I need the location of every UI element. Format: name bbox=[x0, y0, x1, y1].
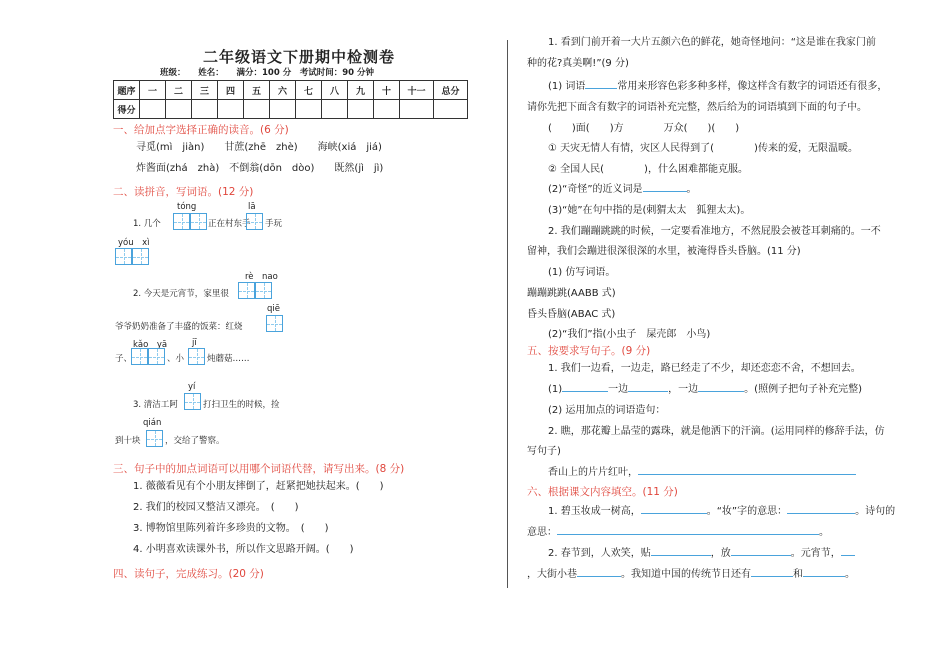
page-title: 二年级语文下册期中检测卷 bbox=[203, 48, 396, 66]
score-input[interactable] bbox=[218, 100, 244, 119]
r-line: ( )面( )方 万众( )( ) bbox=[548, 123, 740, 134]
r-line: 昏头昏脑(ABAC 式) bbox=[527, 309, 616, 320]
r25-c: 和 bbox=[793, 569, 803, 580]
char-box-group[interactable] bbox=[184, 393, 201, 410]
s2-q1-text: 1. 几个 bbox=[133, 219, 161, 229]
char-box-group[interactable] bbox=[266, 315, 283, 332]
r-line: 2. 瞧，那花瓣上晶莹的露珠，就是他洒下的汗滴。(运用同样的修辞手法，仿 bbox=[548, 426, 885, 437]
r24-c: 。元宵节， bbox=[790, 548, 841, 559]
r8-suffix: 。 bbox=[686, 184, 697, 195]
score-input[interactable] bbox=[140, 100, 166, 119]
char-box-group[interactable] bbox=[238, 282, 272, 299]
char-box[interactable] bbox=[188, 348, 205, 365]
r-line: (3)“她”在句中指的是(刺猬太太 狐狸太太)。 bbox=[548, 205, 751, 216]
char-box[interactable] bbox=[146, 430, 163, 447]
r23-prefix: 意思： bbox=[527, 527, 557, 538]
score-cell: 九 bbox=[348, 81, 374, 100]
score-label: 得分 bbox=[114, 100, 140, 119]
section-5-heading: 五、按要求写句子。(9 分) bbox=[527, 345, 651, 357]
section-6-heading: 六、根据课文内容填空。(11 分) bbox=[527, 486, 678, 498]
answer-blank[interactable] bbox=[641, 513, 707, 514]
r22-a: 1. 碧玉妆成一树高， bbox=[548, 506, 641, 517]
answer-blank[interactable] bbox=[643, 191, 687, 192]
pinyin: tóng bbox=[177, 202, 197, 212]
r-line bbox=[548, 183, 697, 197]
r-line bbox=[527, 526, 829, 540]
s3-q4: 4. 小明喜欢读课外书，所以作文思路开阔。( ) bbox=[133, 544, 354, 555]
s3-q2: 2. 我们的校园又整洁又漂亮。 ( ) bbox=[133, 502, 299, 513]
s2-q2b-text: 爷爷奶奶准备了丰盛的饭菜：红烧 bbox=[115, 322, 243, 332]
char-box[interactable] bbox=[238, 282, 255, 299]
r-line: 1. 我们一边看，一边走，路已经走了不少，却还恋恋不舍，不想回去。 bbox=[548, 363, 861, 374]
char-box[interactable] bbox=[266, 315, 283, 332]
r-line: (1) 仿写词语。 bbox=[548, 267, 616, 278]
score-input[interactable] bbox=[296, 100, 322, 119]
score-input[interactable] bbox=[166, 100, 192, 119]
answer-blank[interactable] bbox=[585, 88, 617, 89]
r-line: (2)“我们”指(小虫子 屎壳郎 小鸟) bbox=[548, 329, 711, 340]
char-box[interactable] bbox=[255, 282, 272, 299]
r-line: 2. 我们蹦蹦跳跳的时候，一定要看准地方，不然屁股会被苍耳刺痛的。一不 bbox=[548, 226, 881, 237]
score-cell: 八 bbox=[322, 81, 348, 100]
r25-a: ，大街小巷 bbox=[527, 569, 577, 580]
answer-blank[interactable] bbox=[638, 474, 856, 475]
r17-a: (1) bbox=[548, 384, 563, 395]
s2-q3b-text1: 到十块 bbox=[115, 436, 141, 446]
answer-blank[interactable] bbox=[803, 576, 845, 577]
r-line: (2) 运用加点的词语造句： bbox=[548, 405, 666, 416]
score-table-score-row bbox=[114, 100, 468, 119]
s3-q3: 3. 博物馆里陈列着许多珍贵的文物。 ( ) bbox=[133, 523, 329, 534]
s2-q3-text: 3. 清洁工阿 bbox=[133, 400, 178, 410]
answer-blank[interactable] bbox=[651, 555, 711, 556]
r-line: 请你先把下面含有数字的词语补充完整，然后给为的词语填到下面的句子中。 bbox=[527, 102, 867, 113]
score-cell: 四 bbox=[218, 81, 244, 100]
r25-d: 。 bbox=[845, 569, 855, 580]
score-cell: 二 bbox=[166, 81, 192, 100]
char-box-group[interactable] bbox=[146, 430, 163, 447]
s1-line2: 炸酱面(zhá zhà) 不倒翁(dōn dòo) 既然(jì jì) bbox=[136, 163, 384, 174]
answer-blank[interactable] bbox=[698, 391, 744, 392]
column-divider bbox=[507, 40, 508, 588]
r23-period: 。 bbox=[819, 527, 829, 538]
r-line bbox=[548, 466, 856, 480]
score-table-header-row bbox=[114, 81, 468, 100]
score-input[interactable] bbox=[322, 100, 348, 119]
r24-a: 2. 春节到，人欢笑，贴 bbox=[548, 548, 651, 559]
section-3-heading: 三、句子中的加点词语可以用哪个词语代替，请写出来。(8 分) bbox=[113, 463, 405, 475]
score-cell: 题序 bbox=[114, 81, 140, 100]
s2-q2-text: 2. 今天是元宵节，家里很 bbox=[133, 289, 229, 299]
score-input[interactable] bbox=[434, 100, 468, 119]
answer-blank[interactable] bbox=[787, 513, 855, 514]
pinyin: yí bbox=[188, 382, 196, 392]
score-input[interactable] bbox=[192, 100, 218, 119]
r17-c: ，一边 bbox=[668, 384, 699, 395]
score-cell: 总分 bbox=[434, 81, 468, 100]
section-1-heading: 一、给加点字选择正确的读音。(6 分) bbox=[113, 124, 289, 136]
r-line: 种的花?真美啊!”(9 分) bbox=[527, 58, 629, 69]
s2-q2c-text3: 炖蘑菇…… bbox=[207, 354, 250, 364]
char-box[interactable] bbox=[148, 348, 165, 365]
pinyin: rè nao bbox=[245, 272, 278, 282]
answer-blank[interactable] bbox=[557, 534, 819, 535]
pinyin: qiē bbox=[267, 304, 280, 314]
char-box-group[interactable] bbox=[173, 213, 207, 230]
r17-d: 。(照例子把句子补充完整) bbox=[744, 384, 862, 395]
r3-suffix: 常用来形容色彩多种多样，像这样含有数字的词语还有很多， bbox=[617, 81, 888, 92]
score-cell: 七 bbox=[296, 81, 322, 100]
char-box[interactable] bbox=[115, 248, 132, 265]
section-4-heading: 四、读句子，完成练习。(20 分) bbox=[113, 568, 264, 580]
score-cell: 一 bbox=[140, 81, 166, 100]
pinyin: yóu xì bbox=[118, 238, 150, 248]
answer-blank[interactable] bbox=[577, 576, 621, 577]
score-cell: 三 bbox=[192, 81, 218, 100]
r-line: 蹦蹦跳跳(AABB 式) bbox=[527, 288, 616, 299]
score-input[interactable] bbox=[400, 100, 434, 119]
pinyin: lā bbox=[248, 202, 256, 212]
score-cell: 六 bbox=[270, 81, 296, 100]
answer-blank[interactable] bbox=[562, 391, 608, 392]
r21-prefix: 香山上的片片红叶， bbox=[548, 467, 638, 478]
score-table bbox=[113, 80, 468, 119]
r22-b: 。“妆”字的意思： bbox=[706, 506, 788, 517]
pinyin: jī bbox=[192, 338, 197, 348]
s2-q3-end: 打扫卫生的时候，捡 bbox=[203, 400, 280, 410]
r3-prefix: (1) 词语 bbox=[548, 81, 586, 92]
score-input[interactable] bbox=[374, 100, 400, 119]
char-box[interactable] bbox=[132, 248, 149, 265]
r-line bbox=[548, 80, 887, 94]
char-box[interactable] bbox=[184, 393, 201, 410]
r8-prefix: (2)“奇怪”的近义词是 bbox=[548, 184, 643, 195]
s2-q2c-text2: 、小 bbox=[167, 354, 185, 364]
char-box-group[interactable] bbox=[131, 348, 165, 365]
answer-blank[interactable] bbox=[628, 391, 668, 392]
score-input[interactable] bbox=[244, 100, 270, 119]
r17-b: 一边 bbox=[608, 384, 629, 395]
pinyin: kǎo yā bbox=[133, 340, 168, 350]
answer-blank[interactable] bbox=[731, 555, 791, 556]
char-box-group[interactable] bbox=[246, 213, 263, 230]
s2-q1-end: 手玩 bbox=[265, 219, 283, 229]
char-box[interactable] bbox=[190, 213, 207, 230]
r-line: 留神，我们会蹦进很深很深的水里，被淹得昏头昏脑。(11 分) bbox=[527, 246, 801, 257]
exam-info: 班级： 姓名： 满分：100 分 考试时间：90 分钟 bbox=[160, 68, 374, 78]
score-cell: 五 bbox=[244, 81, 270, 100]
r-line bbox=[527, 568, 855, 582]
s2-q3b-text2: ，交给了警察。 bbox=[165, 436, 225, 446]
char-box-group[interactable] bbox=[188, 348, 205, 365]
r-line bbox=[548, 505, 895, 519]
score-cell: 十一 bbox=[400, 81, 434, 100]
r-line bbox=[548, 547, 855, 561]
pinyin: qián bbox=[143, 418, 162, 428]
s1-line1: 寻觅(mì jiàn) 甘蔗(zhē zhè) 海峡(xiá jiá) bbox=[136, 142, 382, 153]
score-cell: 十 bbox=[374, 81, 400, 100]
answer-blank[interactable] bbox=[841, 555, 855, 556]
r-line: ② 全国人民( )，什么困难都能克服。 bbox=[548, 164, 748, 175]
r-line bbox=[548, 383, 862, 397]
score-input[interactable] bbox=[348, 100, 374, 119]
r-line: 写句子) bbox=[527, 446, 561, 457]
r25-b: 。我知道中国的传统节日还有 bbox=[621, 569, 751, 580]
s2-q1-mid: 正在村东手 bbox=[208, 219, 251, 229]
char-box[interactable] bbox=[173, 213, 190, 230]
r-line: ① 天灾无情人有情，灾区人民得到了( )传来的爱，无限温暖。 bbox=[548, 143, 858, 154]
r24-b: ，放 bbox=[710, 548, 731, 559]
s3-q1: 1. 薇薇看见有个小朋友摔倒了，赶紧把她扶起来。( ) bbox=[133, 481, 384, 492]
char-box[interactable] bbox=[131, 348, 148, 365]
char-box[interactable] bbox=[246, 213, 263, 230]
section-2-heading: 二、读拼音，写词语。(12 分) bbox=[113, 186, 254, 198]
score-input[interactable] bbox=[270, 100, 296, 119]
char-box-group[interactable] bbox=[115, 248, 149, 265]
answer-blank[interactable] bbox=[751, 576, 793, 577]
s2-q2c-text1: 子、 bbox=[115, 354, 133, 364]
r22-c: 。诗句的 bbox=[855, 506, 896, 517]
r-line: 1. 看到门前开着一大片五颜六色的鲜花，她奇怪地问：“这是谁在我家门前 bbox=[548, 37, 876, 48]
